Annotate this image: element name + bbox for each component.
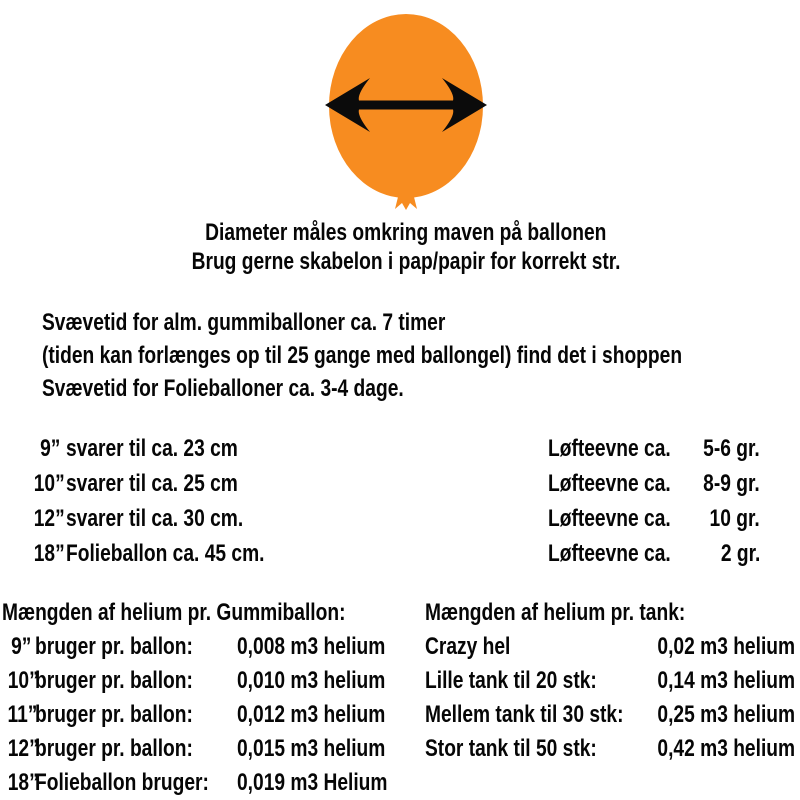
balloon-usage-label: Folieballon bruger: [35,769,209,796]
size-inches: 9” [39,435,60,462]
float-time-line-3-text: Svævetid for Folieballoner ca. 3-4 dage. [42,375,404,402]
lift-value: 2 gr. [720,540,760,567]
balloon-usage-label: bruger pr. ballon: [35,633,193,660]
balloon-usage-label: bruger pr. ballon: [35,667,193,694]
tank-value: 0,25 m3 helium [657,701,795,728]
caption-line-1-text: Diameter måles omkring maven på ballonen [205,219,607,246]
lift-label: Løfteevne ca. [548,470,671,497]
size-inches: 12” [33,505,65,532]
size-description: svarer til ca. 30 cm. [66,505,244,532]
size-row [0,431,800,466]
balloon-size: 12” [7,735,39,762]
size-description: svarer til ca. 25 cm [66,470,238,497]
size-inches: 18” [33,540,65,567]
lift-label: Løfteevne ca. [548,540,671,567]
helium-tank-header-text: Mængden af helium pr. tank: [425,599,686,626]
helium-per-balloon-column [0,596,420,800]
caption-line-1 [6,218,800,247]
balloon-diameter-illustration [325,10,487,212]
helium-balloon-header-text: Mængden af helium pr. Gummiballon: [2,599,346,626]
caption-line-2 [6,247,800,276]
helium-balloon-header [0,596,420,630]
lift-value: 8-9 gr. [703,470,760,497]
helium-tank-header [425,596,795,630]
balloon-usage-value: 0,008 m3 helium [237,633,386,660]
float-time-line-3 [42,372,800,405]
caption-line-2-text: Brug gerne skabelon i pap/papir for korrekt str. [191,248,621,275]
size-row [0,536,800,571]
size-row [0,466,800,501]
helium-balloon-row [0,732,420,766]
lift-value: 10 gr. [709,505,760,532]
balloon-size: 10” [7,667,39,694]
tank-value: 0,02 m3 helium [657,633,795,660]
helium-tank-row [425,630,795,664]
balloon-size: 9” [10,633,31,660]
balloon-usage-label: bruger pr. ballon: [35,735,193,762]
balloon-usage-value: 0,012 m3 helium [237,701,386,728]
size-description: svarer til ca. 23 cm [66,435,238,462]
balloon-size: 18” [7,769,39,796]
size-row [0,501,800,536]
tank-label: Lille tank til 20 stk: [425,667,597,694]
tank-value: 0,14 m3 helium [657,667,795,694]
tank-label: Crazy hel [425,633,511,660]
helium-tank-row [425,732,795,766]
float-time-info [42,306,800,405]
size-inches: 10” [33,470,65,497]
balloon-usage-value: 0,019 m3 Helium [237,769,388,796]
size-description: Folieballon ca. 45 cm. [66,540,265,567]
balloon-usage-label: bruger pr. ballon: [35,701,193,728]
helium-tank-row [425,698,795,732]
helium-balloon-row [0,664,420,698]
float-time-line-1-text: Svævetid for alm. gummiballoner ca. 7 timer [42,309,446,336]
float-time-line-2 [42,339,800,372]
tank-label: Stor tank til 50 stk: [425,735,597,762]
lift-value: 5-6 gr. [703,435,760,462]
balloon-usage-value: 0,015 m3 helium [237,735,386,762]
helium-balloon-row [0,630,420,664]
helium-tank-row [425,664,795,698]
float-time-line-1 [42,306,800,339]
balloon-size: 11” [7,701,38,728]
helium-per-tank-column [425,596,795,766]
helium-balloon-row [0,698,420,732]
caption [6,218,800,276]
size-lift-table [0,431,800,571]
lift-label: Løfteevne ca. [548,505,671,532]
float-time-line-2-text: (tiden kan forlænges op til 25 gange med ballongel) find det i shoppen [42,342,683,369]
balloon-usage-value: 0,010 m3 helium [237,667,386,694]
tank-label: Mellem tank til 30 stk: [425,701,624,728]
tank-value: 0,42 m3 helium [657,735,795,762]
helium-balloon-row [0,766,420,800]
lift-label: Løfteevne ca. [548,435,671,462]
